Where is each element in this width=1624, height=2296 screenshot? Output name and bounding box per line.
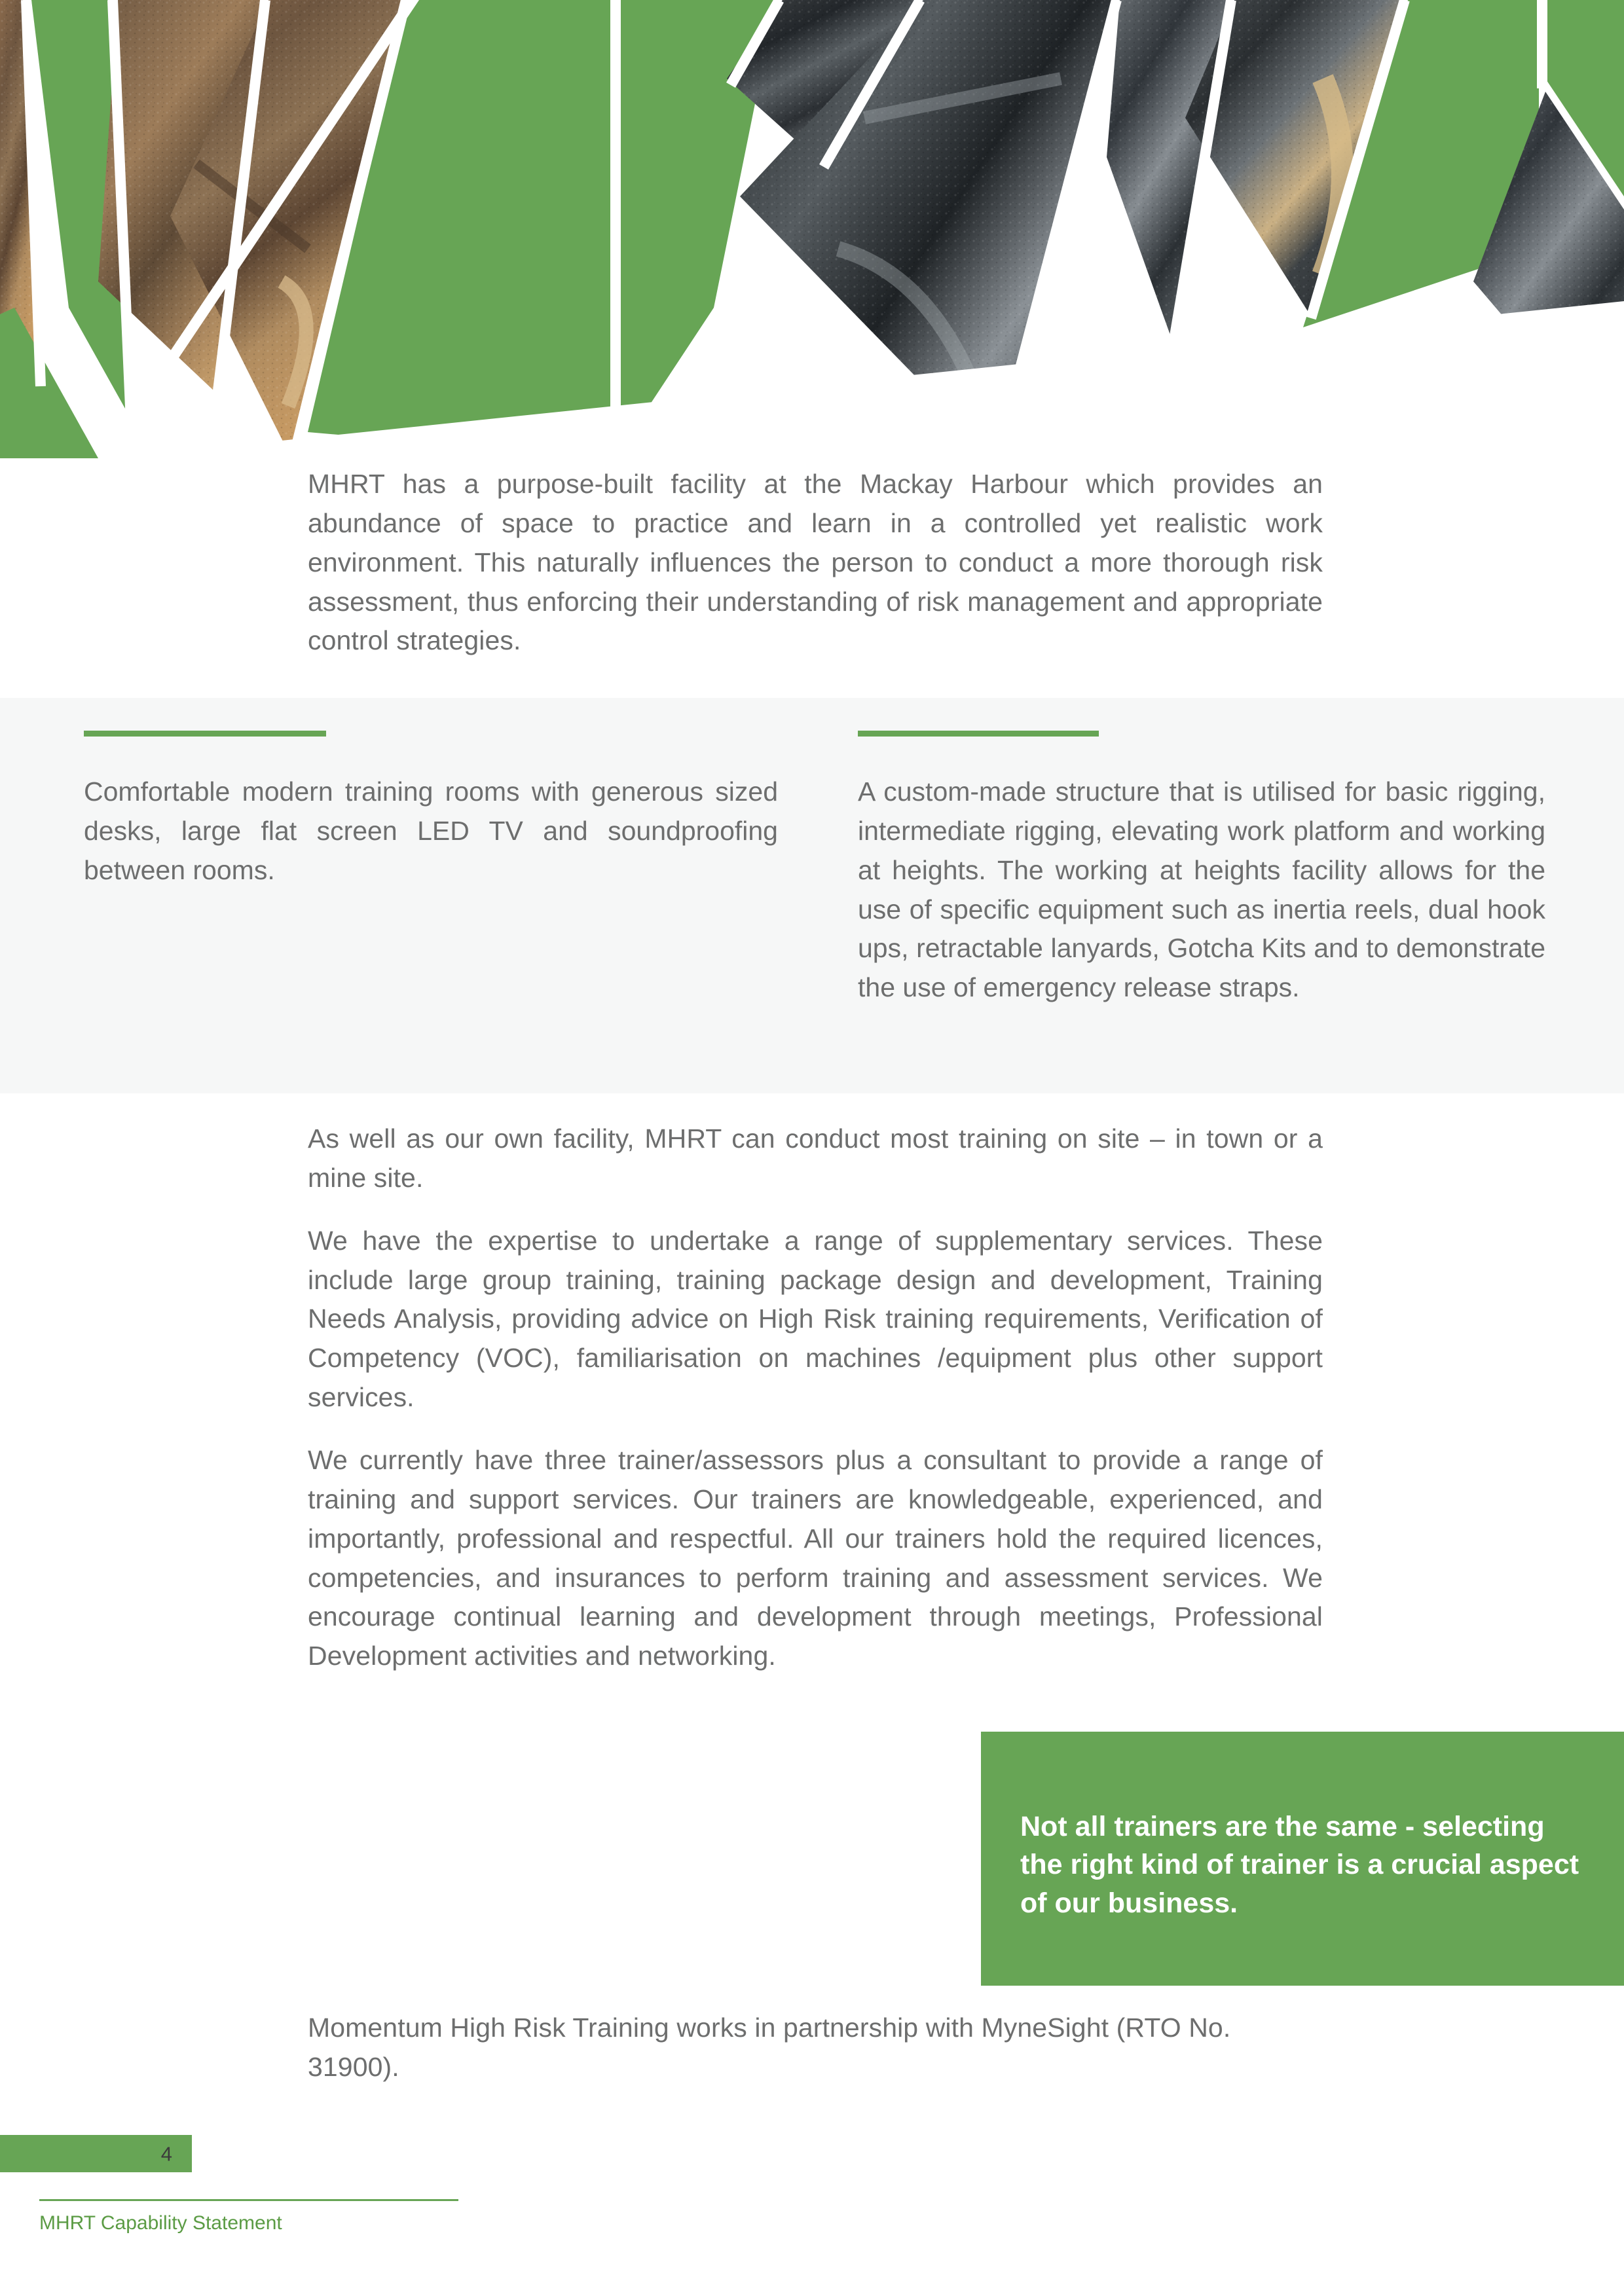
body-paragraph-3: We currently have three trainer/assessors plus a consultant to provide a range of training and support services. Our trainers are knowledgeable, experienced, and importantly, professional and respectful. All our trainers hold the required licences, competencies, and insurances to perform training and assessment services. We encourage continual learning and development through meetings, Professional Development activities and networking. [308,1445,1323,1671]
body-paragraph-1: As well as our own facility, MHRT can conduct most training on site – in town or a mine site. [308,1123,1323,1193]
column-rule-icon [858,731,1099,737]
feature-column-left-text: Comfortable modern training rooms with generous sized desks, large flat screen LED TV and soundproofing between rooms. [84,776,778,885]
footer-document-title: MHRT Capability Statement [39,2212,282,2234]
header-collage [0,0,1624,458]
callout-box [981,1732,1624,1986]
page-number: 4 [160,2142,172,2165]
closing-text-block [308,2009,1323,2087]
closing-paragraph: Momentum High Risk Training works in partnership with MyneSight (RTO No. 31900). [308,2013,1231,2082]
body-paragraph-2: We have the expertise to undertake a range of supplementary services. These include large group training, training package design and development, Training Needs Analysis, providing advice on High Risk training requirements, Verification of Competency (VOC), familiarisation on machines /equipment plus other support services. [308,1225,1323,1413]
footer-divider [39,2199,458,2201]
feature-column-training-rooms [84,698,778,890]
intro-text-block [308,465,1323,661]
feature-column-custom-structure [858,698,1545,1008]
intro-paragraph: MHRT has a purpose-built facility at the Mackay Harbour which provides an abundance of space to practice and learn in a controlled yet realistic work environment. This naturally influences the person to conduct a more thorough risk assessment, thus enforcing their understanding of risk management and appropriate control strategies. [308,469,1323,656]
callout-text: Not all trainers are the same - selecting the right kind of trainer is a crucial aspect of our business. [1020,1811,1579,1919]
body-text-block [308,1120,1323,1700]
header-collage-graphic [0,0,1624,458]
feature-column-right-text: A custom-made structure that is utilised for basic rigging, intermediate rigging, elevating work platform and working at heights. The working at heights facility allows for the use of specific equipment such as inertia reels, dual hook ups, retractable lanyards, Gotcha Kits and to demonstrate the use of emergency release straps. [858,776,1545,1003]
column-rule-icon [84,731,326,737]
page-number-badge [0,2135,192,2172]
feature-columns [0,698,1624,1093]
